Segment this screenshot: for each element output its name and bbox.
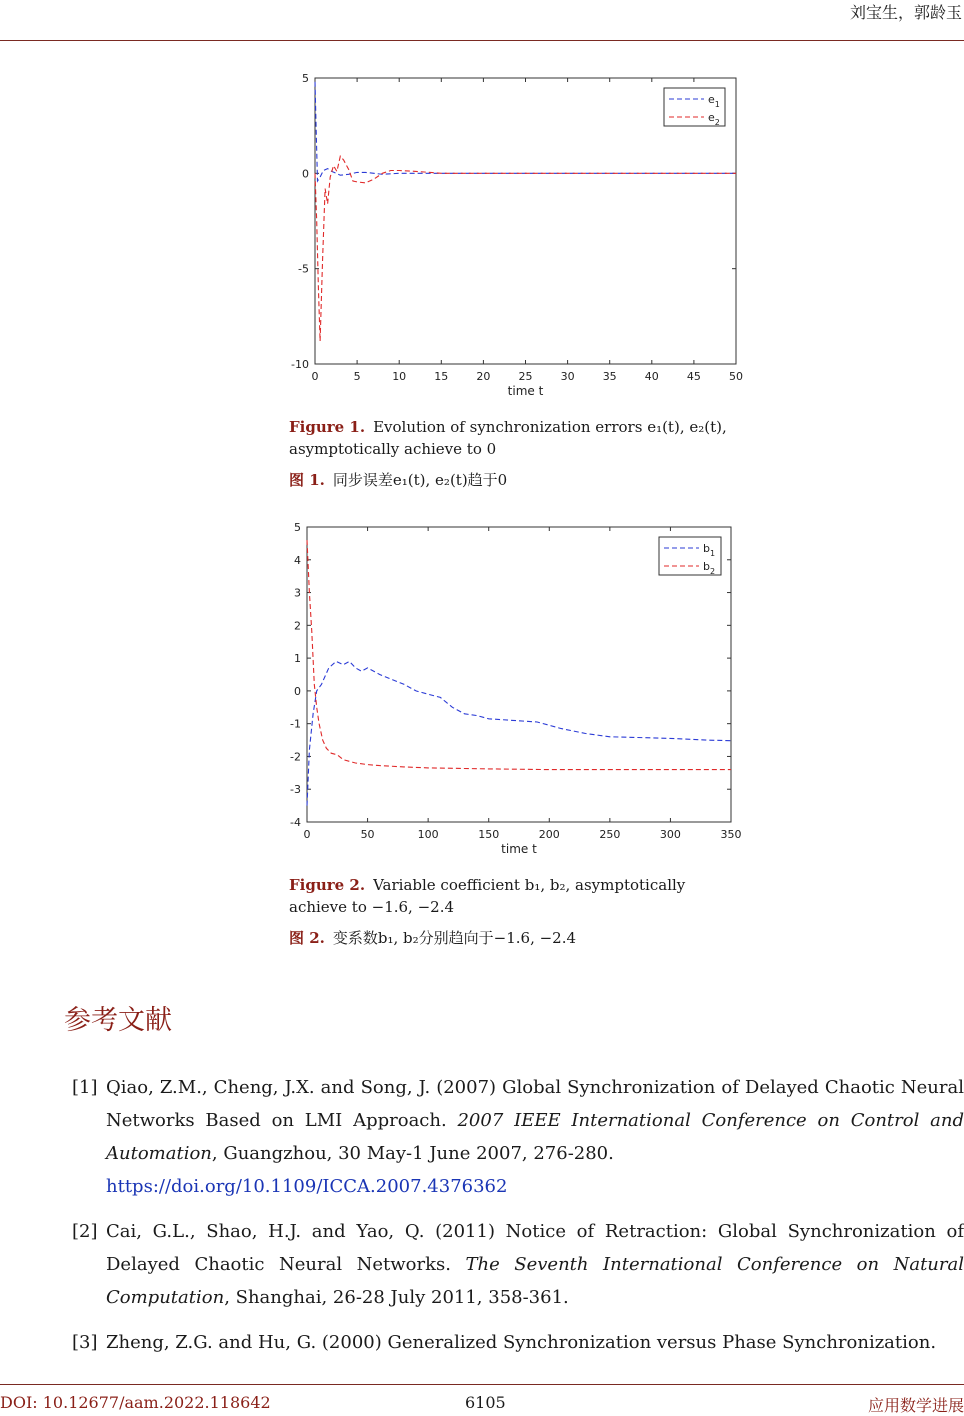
legend-label-b2: $b_2$ — [703, 560, 716, 576]
x-axis-label: time t — [507, 384, 544, 398]
y-tick-label: 3 — [294, 586, 301, 600]
x-tick-label: 100 — [417, 828, 439, 841]
legend-label-b1: $b_1$ — [703, 542, 716, 558]
figure1-chart — [286, 68, 756, 402]
y-tick-label: -1 — [290, 717, 301, 731]
reference-2 — [66, 1215, 964, 1314]
legend-label-e2: $e_2$ — [708, 111, 720, 127]
y-tick-label: -5 — [298, 262, 309, 276]
header-divider — [0, 40, 964, 41]
figure1-cn-caption-text: 同步误差e₁(t), e₂(t)趋于0 — [332, 471, 508, 489]
legend-label-subscript: 2 — [714, 118, 720, 127]
figure2-svg — [286, 515, 756, 863]
figure1-caption-text: Evolution of synchronization errors e₁(t), e₂(t), asymptotically achieve to 0 — [289, 418, 727, 458]
x-tick-label: 0 — [311, 370, 319, 383]
figure2-caption-cn — [289, 927, 576, 948]
x-tick-label: 45 — [686, 370, 701, 383]
footer-divider — [0, 1384, 964, 1385]
y-tick-label: -3 — [290, 783, 301, 797]
x-tick-label: 150 — [478, 828, 500, 841]
x-tick-label: 0 — [303, 828, 311, 841]
figure1-cn-label: 图 1. — [289, 471, 325, 489]
figure2-cn-label: 图 2. — [289, 929, 325, 947]
y-tick-label: -4 — [290, 816, 301, 829]
figure1-label: Figure 1. — [289, 418, 366, 436]
x-tick-label: 50 — [360, 828, 375, 841]
legend-label-subscript: 1 — [714, 100, 720, 109]
footer-doi: DOI: 10.12677/aam.2022.118642 — [0, 1393, 271, 1412]
x-tick-label: 250 — [599, 828, 621, 841]
figure1-caption — [289, 416, 789, 460]
figure2-chart — [286, 515, 756, 863]
reference-venue: The Seventh International Conference on Natural Computation — [106, 1254, 964, 1308]
reference-number: [3] — [72, 1332, 98, 1353]
reference-number: [1] — [72, 1077, 98, 1098]
x-axis-label: time t — [501, 842, 537, 856]
figure1-caption-cn — [289, 469, 507, 490]
x-tick-label: 35 — [602, 370, 617, 383]
x-tick-label: 5 — [353, 370, 361, 383]
figure2-label: Figure 2. — [289, 876, 366, 894]
y-tick-label: 2 — [294, 619, 301, 633]
y-tick-label: 5 — [302, 72, 309, 85]
legend-label-e1: $e_1$ — [708, 93, 720, 109]
reference-1 — [66, 1071, 964, 1203]
legend-label-subscript: 2 — [709, 567, 716, 576]
reference-text: Cai, G.L., Shao, H.J. and Yao, Q. (2011) Notice of Retraction: Global Synchronization of Delayed Chaotic Neural Networks. — [106, 1221, 964, 1275]
reference-3 — [66, 1326, 964, 1359]
x-tick-label: 10 — [392, 370, 407, 383]
x-tick-label: 350 — [720, 828, 742, 841]
y-tick-label: 4 — [294, 553, 301, 567]
x-tick-label: 20 — [476, 370, 491, 383]
reference-text: Qiao, Z.M., Cheng, J.X. and Song, J. (2007) Global Synchronization of Delayed Chaotic Neural Networks Based on LMI Approach. — [106, 1077, 964, 1131]
reference-text: Zheng, Z.G. and Hu, G. (2000) Generalized Synchronization versus Phase Synchronization. — [106, 1332, 937, 1353]
x-tick-label: 200 — [538, 828, 560, 841]
reference-details: , Shanghai, 26-28 July 2011, 358-361. — [224, 1287, 569, 1308]
footer-page-number: 6105 — [465, 1393, 506, 1412]
y-tick-label: 0 — [294, 684, 301, 698]
x-tick-label: 300 — [659, 828, 681, 841]
y-tick-label: 1 — [294, 652, 301, 666]
reference-venue: 2007 IEEE International Conference on Control and Automation — [106, 1110, 964, 1164]
x-tick-label: 40 — [644, 370, 659, 383]
legend-label-subscript: 1 — [709, 549, 716, 558]
reference-doi-link[interactable]: https://doi.org/10.1109/ICCA.2007.4376362 — [106, 1176, 508, 1197]
figure1-svg — [286, 68, 756, 402]
y-tick-label: -2 — [290, 750, 301, 764]
references-heading: 参考文献 — [64, 1005, 172, 1036]
x-tick-label: 30 — [560, 370, 575, 383]
y-tick-label: -10 — [291, 358, 309, 371]
figure2-cn-caption-text: 变系数b₁, b₂分别趋向于−1.6, −2.4 — [332, 929, 577, 947]
x-tick-label: 25 — [518, 370, 533, 383]
header-authors: 刘宝生，郭龄玉 — [849, 3, 962, 22]
y-tick-label: 0 — [302, 167, 309, 181]
figure2-caption — [289, 874, 729, 918]
figure2-caption-text: Variable coefficient b₁, b₂, asymptotically achieve to −1.6, −2.4 — [289, 876, 686, 916]
reference-details: , Guangzhou, 30 May-1 June 2007, 276-280. — [211, 1143, 614, 1164]
x-tick-label: 15 — [434, 370, 449, 383]
x-tick-label: 50 — [729, 370, 743, 383]
footer-journal: 应用数学进展 — [867, 1396, 964, 1415]
reference-number: [2] — [72, 1221, 98, 1242]
y-tick-label: 5 — [294, 521, 301, 534]
